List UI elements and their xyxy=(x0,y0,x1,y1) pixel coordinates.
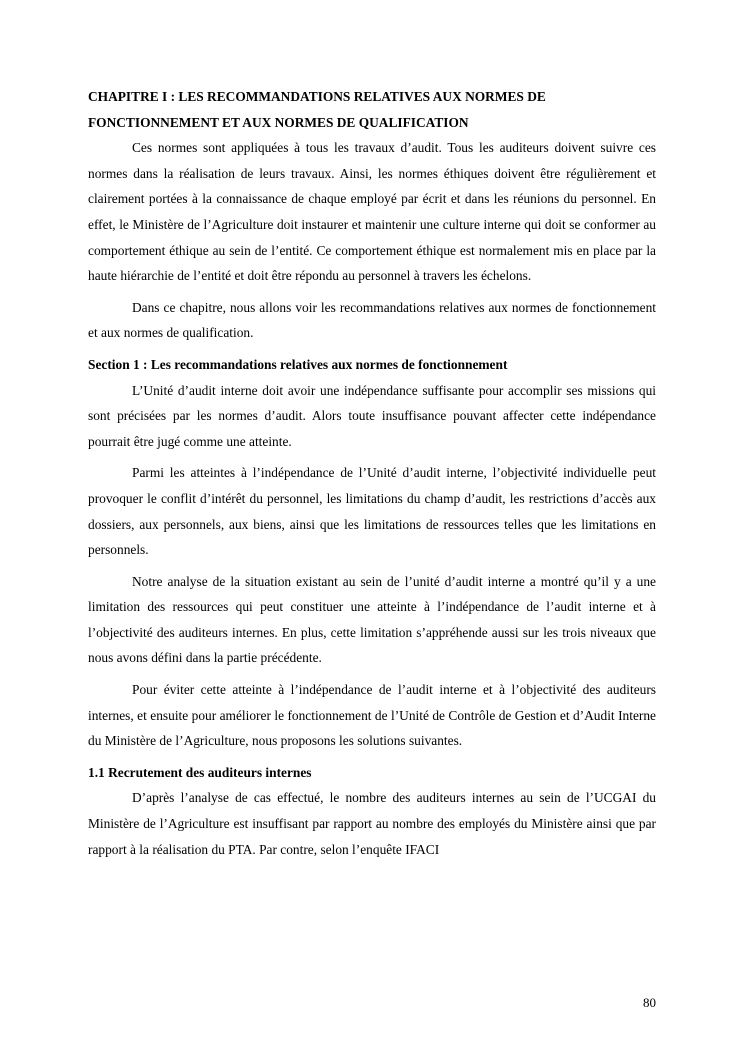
chapter-paragraph-1: Ces normes sont appliquées à tous les travaux d’audit. Tous les auditeurs doivent suivre ces normes dans la réalisation de leurs travaux. Ainsi, les normes éthiques doivent être régulièrement et clairement portées à la connaissance de chaque employé par écrit et dans les réunions du personnel. En effet, le Ministère de l’Agriculture doit instaurer et maintenir une culture interne qui doit se conformer au comportement éthique au sein de l’entité. Ce comportement éthique est normalement mis en place par la haute hiérarchie de l’entité et doit être répondu au personnel à travers les échelons. xyxy=(88,140,656,284)
section-1-paragraph-1: L’Unité d’audit interne doit avoir une indépendance suffisante pour accomplir ses missions qui sont précisées par les normes d’audit. Alors toute insuffisance pouvant affecter cette indépendance pourrait être jugé comme une atteinte. xyxy=(88,382,656,449)
section-1-paragraph-3: Notre analyse de la situation existant au sein de l’unité d’audit interne a montré qu’il y a une limitation des ressources qui peut constituer une atteinte à l’indépendance de l’audit interne et à l’objectivité des auditeurs internes. En plus, cette limitation s’appréhende aussi sur les trois niveaux que nous avons défini dans la partie précédente. xyxy=(88,573,656,666)
subsection-1-1-paragraph-1: D’après l’analyse de cas effectué, le nombre des auditeurs internes au sein de l’UCGAI du Ministère de l’Agriculture est insuffisant par rapport au nombre des employés du Ministère ainsi que par rapport à la réalisation du PTA. Par contre, selon l’enquête IFACI xyxy=(88,790,656,857)
section-1-paragraph-2: Parmi les atteintes à l’indépendance de l’Unité d’audit interne, l’objectivité individuelle peut provoquer le conflit d’intérêt du personnel, les limitations du champ d’audit, les restrictions d’accès aux dossiers, aux personnels, aux biens, ainsi que les limitations de ressources telles que les limitations en personnels. xyxy=(88,465,656,558)
subsection-1-1-title: 1.1 Recrutement des auditeurs internes xyxy=(88,764,312,780)
chapter-title: CHAPITRE I : LES RECOMMANDATIONS RELATIVES AUX NORMES DE FONCTIONNEMENT ET AUX NORMES DE QUALIFICATION xyxy=(88,89,546,130)
document-page xyxy=(88,84,656,868)
chapter-paragraph-2: Dans ce chapitre, nous allons voir les recommandations relatives aux normes de fonctionnement et aux normes de qualification. xyxy=(88,299,656,341)
page-number: 80 xyxy=(643,995,656,1010)
section-1-paragraph-4: Pour éviter cette atteinte à l’indépendance de l’audit interne et à l’objectivité des auditeurs internes, et ensuite pour améliorer le fonctionnement de l’Unité de Contrôle de Gestion et d’Audit Interne du Ministère de l’Agriculture, nous proposons les solutions suivantes. xyxy=(88,682,656,749)
section-1-title: Section 1 : Les recommandations relatives aux normes de fonctionnement xyxy=(88,356,508,372)
